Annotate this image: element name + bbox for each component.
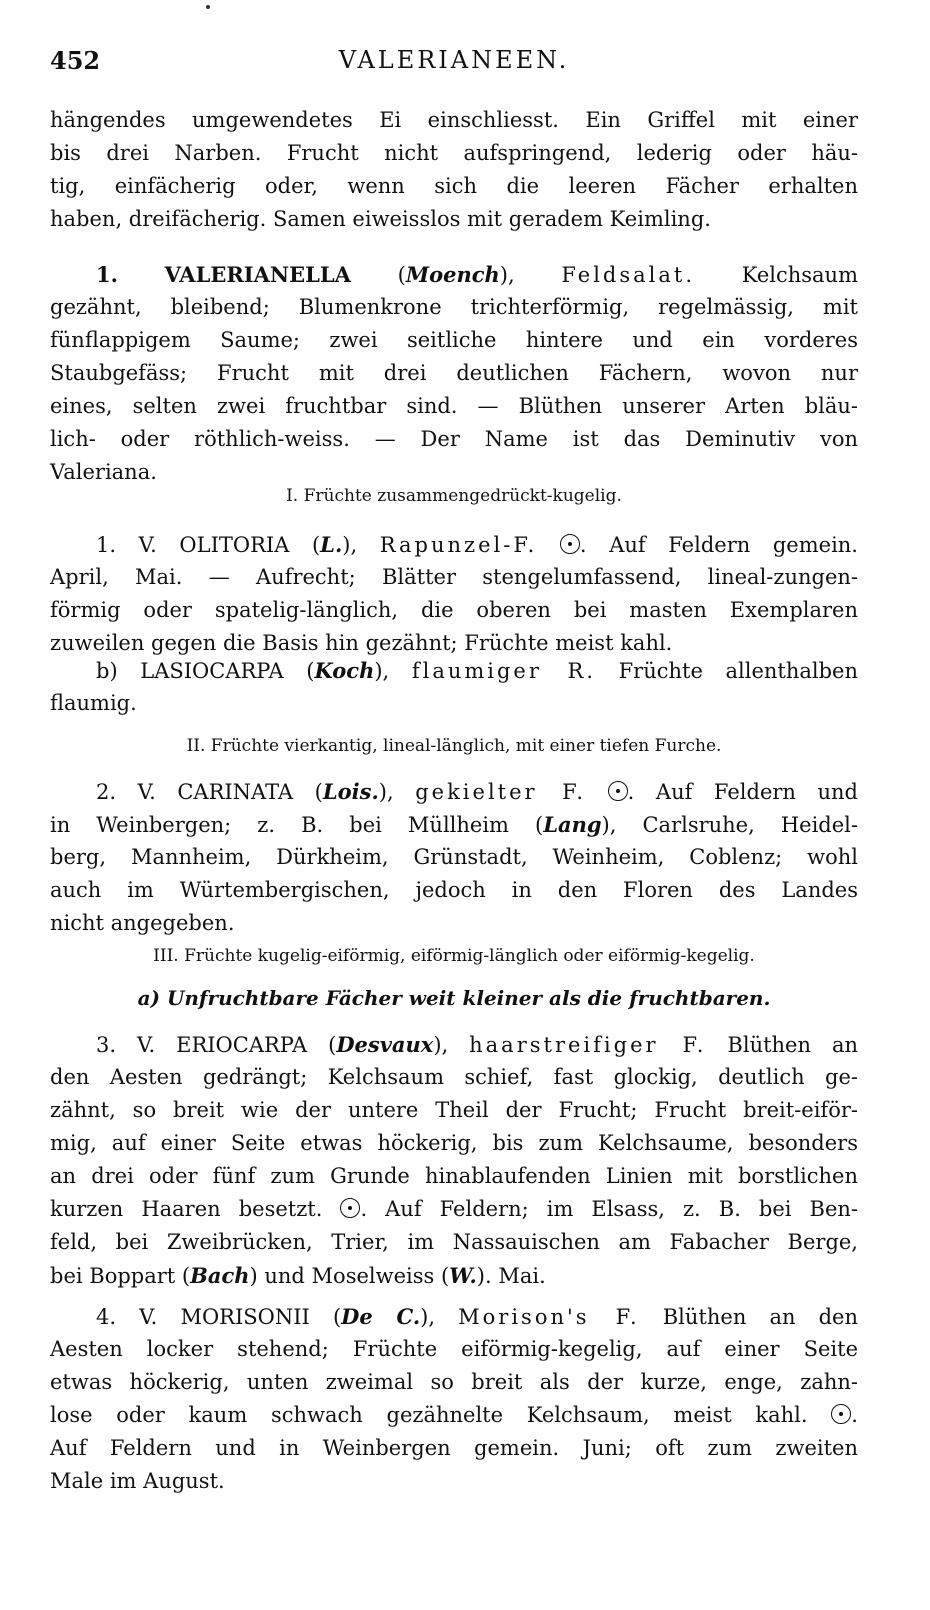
text-line: [50, 808, 858, 841]
text-line: hängendes umgewendetes Ei einschliesst. Ein Griffel mit einer: [50, 108, 858, 132]
species-heading-line: 4. V. MORISONII (De C.), Morison's F. Blüthen an den: [96, 1304, 859, 1329]
text-line: den Aesten gedrängt; Kelchsaum schief, fast glockig, deutlich ge-: [50, 1065, 858, 1089]
page-title: VALERIANEEN.: [338, 46, 570, 74]
collector-name: W.: [449, 1263, 477, 1288]
text-line: Auf Feldern und in Weinbergen gemein. Juni; oft zum zweiten: [50, 1436, 858, 1460]
subsection-heading-text: a) Unfruchtbare Fächer weit kleiner als die fruchtbaren.: [137, 986, 771, 1010]
page-speck: [206, 5, 210, 9]
genus-text: Kelchsaum: [741, 263, 858, 287]
text-fragment: .: [851, 1403, 858, 1427]
species-author: L.: [320, 532, 343, 557]
text-fragment: bei Boppart (: [50, 1264, 191, 1288]
text-line: flaumig.: [50, 691, 137, 715]
species-morisonii: [50, 1300, 858, 1498]
species-name: ERIOCARPA: [176, 1033, 308, 1057]
text-line: Valeriana.: [50, 460, 157, 484]
genus-name: VALERIANELLA: [164, 262, 351, 287]
species-author: De C.: [341, 1304, 421, 1329]
text-line: berg, Mannheim, Dürkheim, Grünstadt, Weinheim, Coblenz; wohl: [50, 845, 858, 869]
text-fragment: ). Mai.: [476, 1264, 546, 1288]
genus-author: Moench: [405, 262, 500, 287]
variety-lasiocarpa: [50, 654, 858, 720]
text-line: auch im Würtembergischen, jedoch in den Floren des Landes: [50, 878, 858, 902]
section-heading-2: [50, 730, 858, 763]
text-fragment: ), Carlsruhe, Heidel-: [601, 813, 858, 837]
variety-author: Koch: [314, 658, 375, 683]
text-fragment: ) und Moselweiss (: [249, 1264, 450, 1288]
species-heading-line: 1. V. OLITORIA (L.), Rapunzel-F. . Auf Feldern gemein.: [96, 532, 858, 557]
annual-plant-icon: [831, 1404, 851, 1424]
section-heading-text: I. Früchte zusammengedrückt-kugelig.: [286, 486, 622, 506]
text-line: lich- oder röthlich-weiss. — Der Name ist das Deminutiv von: [50, 427, 858, 451]
text-line: an drei oder fünf zum Grunde hinablaufenden Linien mit borstlichen: [50, 1164, 858, 1188]
text-line: mig, auf einer Seite etwas höckerig, bis zum Kelchsaume, besonders: [50, 1131, 858, 1155]
text-line: haben, dreifächerig. Samen eiweisslos mit geradem Keimling.: [50, 207, 711, 231]
species-number: 3. V.: [96, 1033, 156, 1057]
collector-name: Bach: [190, 1263, 250, 1288]
species-name: CARINATA: [177, 780, 294, 804]
variety-name: LASIOCARPA: [140, 659, 284, 683]
variety-common-name: flaumiger R.: [411, 659, 596, 683]
text-line: etwas höckerig, unten zweimal so breit als der kurze, enge, zahn-: [50, 1370, 858, 1394]
text-line: Male im August.: [50, 1469, 225, 1493]
section-heading-3: [50, 940, 858, 973]
annual-plant-icon: [608, 781, 628, 801]
text-fragment: . Auf Feldern; im Elsass, z. B. bei Ben-: [360, 1197, 858, 1221]
species-common-name: Morison's F.: [458, 1305, 640, 1329]
genus-entry: [50, 258, 858, 489]
annual-plant-icon: [560, 534, 580, 554]
species-common-name: gekielter F.: [415, 780, 587, 804]
section-heading-text: III. Früchte kugelig-eiförmig, eiförmig-länglich oder eiförmig-kegelig.: [153, 946, 755, 966]
species-carinata: [50, 775, 858, 940]
genus-heading-line: 1. VALERIANELLA (Moench), Feldsalat. Kelchsaum: [96, 262, 858, 287]
text-line: feld, bei Zweibrücken, Trier, im Nassauischen am Fabacher Berge,: [50, 1230, 858, 1254]
text-line: gezähnt, bleibend; Blumenkrone trichterförmig, regelmässig, mit: [50, 295, 858, 319]
text-fragment: lose oder kaum schwach gezähnelte Kelchsaum, meist kahl.: [50, 1403, 808, 1427]
page-number: 452: [50, 46, 101, 75]
variety-heading-line: b) LASIOCARPA (Koch), flaumiger R. Früchte allenthalben: [96, 658, 859, 683]
species-number: 2. V.: [96, 780, 156, 804]
genus-common-name: Feldsalat.: [561, 263, 696, 287]
text-line: bis drei Narben. Frucht nicht aufspringend, lederig oder häu-: [50, 141, 858, 165]
annual-plant-icon: [340, 1198, 360, 1218]
text-line: förmig oder spatelig-länglich, die oberen bei masten Exemplaren: [50, 598, 858, 622]
text-line: tig, einfächerig oder, wenn sich die leeren Fächer erhalten: [50, 174, 858, 198]
species-number: 1. V.: [96, 533, 157, 557]
species-common-name: Rapunzel-F.: [379, 533, 538, 557]
species-name: OLITORIA: [179, 533, 290, 557]
species-heading-line: 3. V. ERIOCARPA (Desvaux), haarstreifiger F. Blüthen an: [96, 1032, 858, 1057]
species-heading-line: 2. V. CARINATA (Lois.), gekielter F. . Auf Feldern und: [96, 779, 858, 804]
species-eriocarpa: [50, 1028, 858, 1292]
variety-text: Früchte allenthalben: [618, 659, 859, 683]
section-heading-1: [50, 480, 858, 513]
text-line: [50, 1259, 858, 1292]
species-author: Lois.: [322, 779, 379, 804]
text-line: [50, 1193, 858, 1226]
text-line: Staubgefäss; Frucht mit drei deutlichen Fächern, wovon nur: [50, 361, 858, 385]
text-line: Aesten locker stehend; Früchte eiförmig-kegelig, auf einer Seite: [50, 1337, 858, 1361]
species-author: Desvaux: [336, 1032, 434, 1057]
text-line: April, Mai. — Aufrecht; Blätter stengelumfassend, lineal-zungen-: [50, 565, 858, 589]
text-line: fünflappigem Saume; zwei seitliche hintere und ein vorderes: [50, 328, 858, 352]
text-fragment: kurzen Haaren besetzt.: [50, 1197, 323, 1221]
collector-name: Lang: [543, 812, 602, 837]
species-text: . Auf Feldern gemein.: [579, 533, 858, 557]
species-name: MORISONII: [180, 1305, 310, 1329]
text-fragment: in Weinbergen; z. B. bei Müllheim (: [50, 813, 544, 837]
section-heading-text: II. Früchte vierkantig, lineal-länglich, mit einer tiefen Furche.: [186, 736, 722, 756]
species-olitoria: [50, 528, 858, 660]
intro-paragraph: [50, 104, 858, 236]
text-line: nicht angegeben.: [50, 911, 235, 935]
text-line: [50, 1399, 858, 1432]
variety-label: b): [96, 659, 118, 683]
subsection-heading-a: [50, 982, 858, 1015]
species-text: . Auf Feldern und: [627, 780, 858, 804]
species-text: Blüthen an: [727, 1033, 858, 1057]
text-line: zuweilen gegen die Basis hin gezähnt; Früchte meist kahl.: [50, 631, 673, 655]
text-line: zähnt, so breit wie der untere Theil der Frucht; Frucht breit-eiför-: [50, 1098, 858, 1122]
species-number: 4. V.: [96, 1305, 158, 1329]
genus-number: 1.: [96, 262, 118, 287]
page-header: [50, 46, 858, 82]
species-common-name: haarstreifiger F.: [469, 1033, 707, 1057]
species-text: Blüthen an den: [662, 1305, 859, 1329]
text-line: eines, selten zwei fruchtbar sind. — Blüthen unserer Arten bläu-: [50, 394, 858, 418]
